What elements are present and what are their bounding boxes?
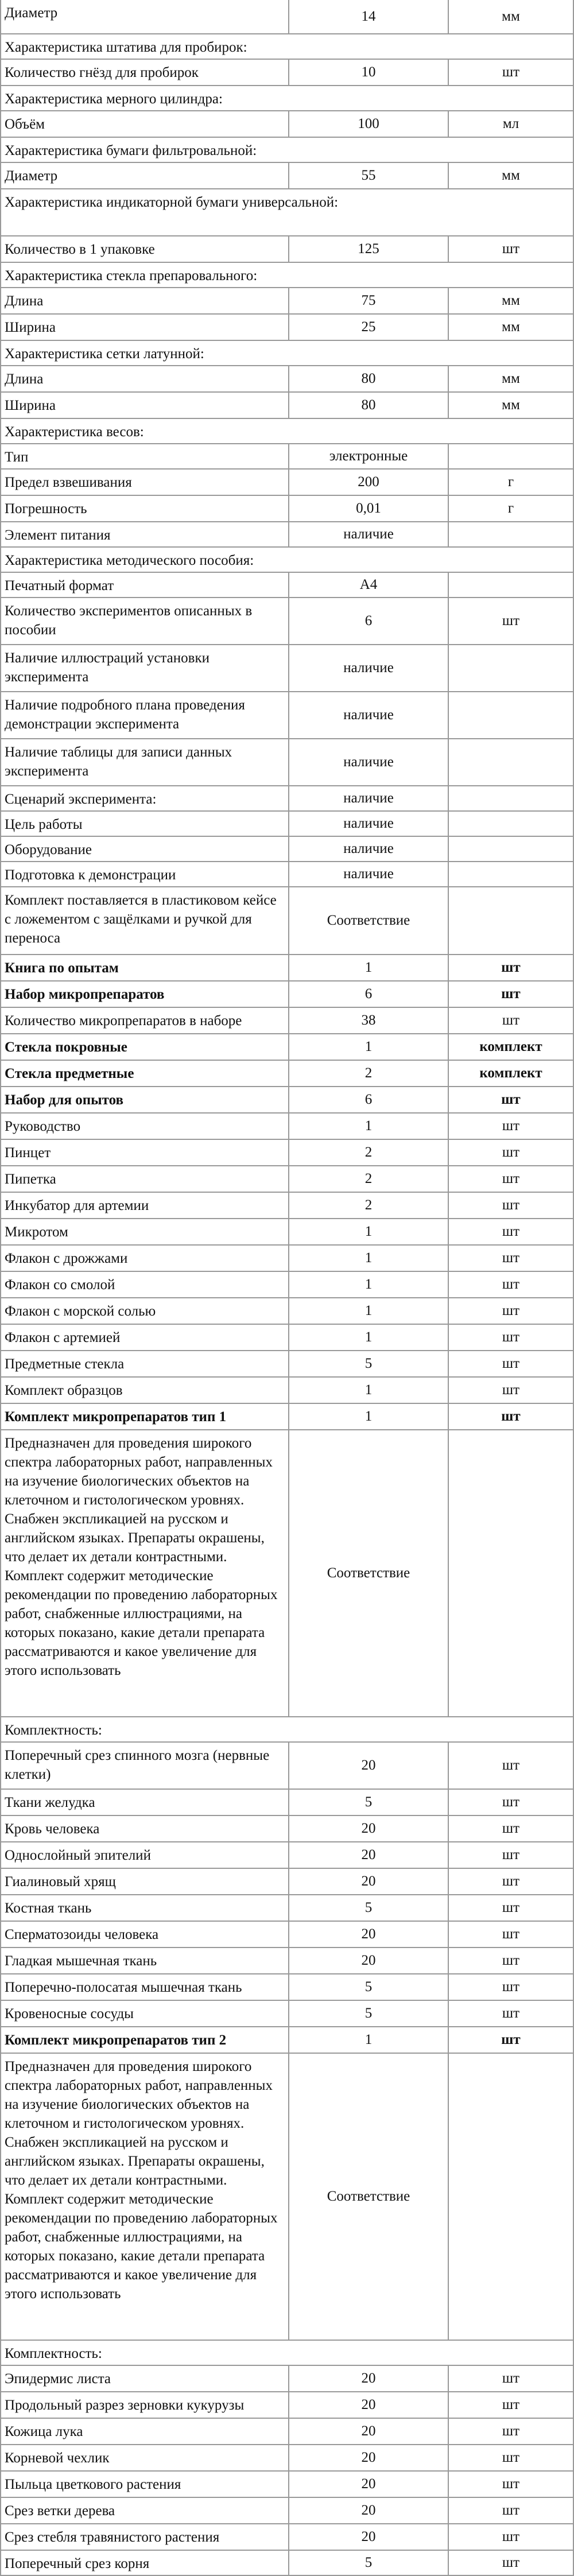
- unit: [449, 786, 574, 810]
- unit: мл: [449, 111, 574, 137]
- unit: [449, 812, 574, 836]
- unit: шт: [449, 1895, 574, 1921]
- characteristic-name: Длина: [1, 366, 289, 391]
- characteristic-name: Ширина: [1, 393, 289, 418]
- table-row: [1, 1895, 574, 1922]
- unit: мм: [449, 0, 574, 33]
- table-row: [1, 111, 574, 138]
- table-row: [1, 2551, 574, 2576]
- table-row: [1, 739, 574, 786]
- section-header-row: [1, 2341, 574, 2366]
- characteristic-value: 1: [289, 1246, 449, 1271]
- table-row: [1, 1061, 574, 1087]
- unit: шт: [449, 1869, 574, 1894]
- characteristic-name: Книга по опытам: [1, 955, 289, 980]
- characteristic-value: 20: [289, 1743, 449, 1789]
- unit: [449, 522, 574, 546]
- table-row: [1, 2054, 574, 2341]
- characteristic-name: Длина: [1, 288, 289, 313]
- characteristic-value: 20: [289, 2498, 449, 2523]
- unit: шт: [449, 60, 574, 85]
- table-row: [1, 2366, 574, 2392]
- characteristic-name: Пыльца цветкового растения: [1, 2472, 289, 2497]
- characteristic-value: 10: [289, 60, 449, 85]
- characteristic-value: Соответствие: [289, 887, 449, 954]
- table-row: [1, 1869, 574, 1895]
- characteristic-name: Количество в 1 упаковке: [1, 236, 289, 262]
- table-row: [1, 1922, 574, 1948]
- characteristic-name: Сценарий эксперимента:: [1, 786, 289, 810]
- characteristic-name: Эпидермис листа: [1, 2366, 289, 2391]
- table-row: [1, 1948, 574, 1974]
- characteristic-name: Набор для опытов: [1, 1087, 289, 1112]
- characteristic-value: 5: [289, 1895, 449, 1921]
- characteristic-name: Количество микропрепаратов в наборе: [1, 1008, 289, 1033]
- characteristic-value: 2: [289, 1193, 449, 1218]
- unit: [449, 2054, 574, 2340]
- characteristic-value: наличие: [289, 837, 449, 861]
- unit: [449, 739, 574, 785]
- table-row: [1, 692, 574, 739]
- table-row: [1, 2419, 574, 2445]
- characteristic-name: Наличие подробного плана проведения демонстрации эксперимента: [1, 692, 289, 738]
- characteristic-value: наличие: [289, 862, 449, 886]
- table-row: [1, 2524, 574, 2551]
- unit: [449, 1430, 574, 1716]
- table-row: [1, 1816, 574, 1842]
- characteristic-value: А4: [289, 573, 449, 597]
- table-row: [1, 496, 574, 522]
- table-row: [1, 645, 574, 692]
- characteristic-name: Пинцет: [1, 1140, 289, 1165]
- characteristic-name: Однослойный эпителий: [1, 1842, 289, 1868]
- characteristic-value: 6: [289, 981, 449, 1007]
- characteristic-name: Флакон с морской солью: [1, 1298, 289, 1324]
- table-row: [1, 1034, 574, 1061]
- table-row: [1, 1008, 574, 1034]
- characteristic-value: 5: [289, 2551, 449, 2575]
- characteristic-name: Сперматозоиды человека: [1, 1922, 289, 1947]
- characteristic-value: 6: [289, 598, 449, 644]
- table-row: [1, 1974, 574, 2001]
- characteristic-value: электронные: [289, 444, 449, 468]
- unit: шт: [449, 1351, 574, 1376]
- unit: шт: [449, 2551, 574, 2575]
- characteristic-value: 5: [289, 1351, 449, 1376]
- unit: шт: [449, 2498, 574, 2523]
- table-row: [1, 1114, 574, 1140]
- section-header: Характеристика сетки латунной:: [1, 341, 574, 365]
- table-row: [1, 1743, 574, 1790]
- characteristic-value: 125: [289, 236, 449, 262]
- characteristic-name: Комплект микропрепаратов тип 2: [1, 2027, 289, 2053]
- characteristic-name: Тип: [1, 444, 289, 468]
- characteristic-value: 20: [289, 1948, 449, 1973]
- unit: шт: [449, 955, 574, 980]
- section-header-row: [1, 548, 574, 573]
- unit: шт: [449, 2419, 574, 2444]
- unit: шт: [449, 1816, 574, 1841]
- characteristic-value: 2: [289, 1140, 449, 1165]
- characteristic-value: 1: [289, 1034, 449, 1060]
- section-header-row: [1, 34, 574, 60]
- unit: мм: [449, 315, 574, 340]
- table-row: [1, 1298, 574, 1325]
- table-row: [1, 598, 574, 645]
- section-header: Характеристика бумаги фильтровальной:: [1, 138, 574, 162]
- table-row: [1, 366, 574, 393]
- characteristic-name: Корневой чехлик: [1, 2445, 289, 2470]
- characteristic-name: Элемент питания: [1, 522, 289, 546]
- section-header-row: [1, 86, 574, 111]
- section-header: Комплектность:: [1, 1717, 574, 1741]
- unit: г: [449, 496, 574, 521]
- table-row: [1, 981, 574, 1008]
- unit: шт: [449, 1842, 574, 1868]
- table-row: [1, 955, 574, 981]
- characteristic-name: Диаметр: [1, 0, 289, 33]
- characteristic-name: Оборудование: [1, 837, 289, 861]
- characteristic-name: Ширина: [1, 315, 289, 340]
- characteristic-value: 1: [289, 955, 449, 980]
- table-row: [1, 2027, 574, 2054]
- section-header: Характеристика мерного цилиндра:: [1, 86, 574, 110]
- characteristic-value: 5: [289, 2001, 449, 2026]
- unit: г: [449, 470, 574, 495]
- unit: шт: [449, 1166, 574, 1192]
- characteristic-value: 100: [289, 111, 449, 137]
- section-header-row: [1, 263, 574, 288]
- table-row: [1, 1404, 574, 1430]
- section-header: Характеристика весов:: [1, 419, 574, 443]
- unit: шт: [449, 981, 574, 1007]
- characteristic-value: 20: [289, 1842, 449, 1868]
- characteristic-name: Набор микропрепаратов: [1, 981, 289, 1007]
- characteristic-name: Пипетка: [1, 1166, 289, 1192]
- section-header-row: [1, 341, 574, 366]
- table-row: [1, 315, 574, 341]
- characteristic-value: 20: [289, 2524, 449, 2550]
- table-row: [1, 786, 574, 812]
- characteristic-name: Комплект образцов: [1, 1378, 289, 1403]
- characteristic-name: Стекла предметные: [1, 1061, 289, 1086]
- characteristic-name: Костная ткань: [1, 1895, 289, 1921]
- unit: шт: [449, 1087, 574, 1112]
- characteristic-name: Флакон с дрожжами: [1, 1246, 289, 1271]
- characteristic-value: 1: [289, 1298, 449, 1324]
- unit: [449, 862, 574, 886]
- table-row: [1, 887, 574, 955]
- characteristic-name: Кровь человека: [1, 1816, 289, 1841]
- characteristic-value: 1: [289, 2027, 449, 2053]
- unit: [449, 837, 574, 861]
- characteristic-value: 75: [289, 288, 449, 313]
- section-header: Характеристика стекла препаровального:: [1, 263, 574, 287]
- characteristic-value: 1: [289, 1114, 449, 1139]
- characteristic-value: 25: [289, 315, 449, 340]
- characteristic-name: Наличие иллюстраций установки эксперимента: [1, 645, 289, 691]
- unit: шт: [449, 2392, 574, 2418]
- characteristic-name: Количество гнёзд для пробирок: [1, 60, 289, 85]
- characteristic-value: наличие: [289, 812, 449, 836]
- unit: шт: [449, 2472, 574, 2497]
- table-row: [1, 812, 574, 837]
- characteristic-value: 20: [289, 2472, 449, 2497]
- characteristic-name: Подготовка к демонстрации: [1, 862, 289, 886]
- characteristic-value: Соответствие: [289, 1430, 449, 1716]
- table-row: [1, 2445, 574, 2472]
- table-row: [1, 2498, 574, 2524]
- characteristic-value: 20: [289, 1816, 449, 1841]
- characteristic-name: Гиалиновый хрящ: [1, 1869, 289, 1894]
- table-row: [1, 1166, 574, 1193]
- characteristic-value: 5: [289, 1974, 449, 2000]
- characteristic-value: 55: [289, 163, 449, 188]
- table-row: [1, 1842, 574, 1869]
- unit: шт: [449, 2366, 574, 2391]
- characteristic-value: 1: [289, 1378, 449, 1403]
- characteristic-name: Предназначен для проведения широкого спектра лабораторных работ, направленных на изучение биологических объектов на клеточном и гистологическом уровнях. Снабжен экспликацией на русском и английском языках. Препараты окрашены, что делает их детали контрастными. Комплект содержит методические рекомендации по проведению лабораторных работ, снабженные иллюстрациями, на которых показано, какие детали препарата рассматриваются и какое увеличение для этого использовать: [1, 1430, 289, 1716]
- unit: шт: [449, 2027, 574, 2053]
- characteristic-value: Соответствие: [289, 2054, 449, 2340]
- characteristic-name: Срез стебля травянистого растения: [1, 2524, 289, 2550]
- characteristic-value: 0,01: [289, 496, 449, 521]
- characteristic-name: Погрешность: [1, 496, 289, 521]
- table-row: [1, 1219, 574, 1246]
- table-row: [1, 236, 574, 263]
- table-row: [1, 2001, 574, 2027]
- table-row: [1, 1430, 574, 1717]
- table-row: [1, 163, 574, 189]
- characteristic-value: 1: [289, 1404, 449, 1429]
- unit: шт: [449, 1974, 574, 2000]
- characteristic-value: 6: [289, 1087, 449, 1112]
- characteristic-name: Микротом: [1, 1219, 289, 1244]
- section-header-row: [1, 138, 574, 163]
- table-row: [1, 1140, 574, 1166]
- table-row: [1, 1378, 574, 1404]
- characteristic-name: Кровеносные сосуды: [1, 2001, 289, 2026]
- table-row: [1, 444, 574, 470]
- unit: шт: [449, 1219, 574, 1244]
- unit: шт: [449, 1922, 574, 1947]
- unit: шт: [449, 1140, 574, 1165]
- characteristic-name: Поперечный срез спинного мозга (нервные клетки): [1, 1743, 289, 1789]
- section-header: Комплектность:: [1, 2341, 574, 2365]
- table-row: [1, 2472, 574, 2498]
- characteristic-name: Предназначен для проведения широкого спектра лабораторных работ, направленных на изучение биологических объектов на клеточном и гистологическом уровнях. Снабжен экспликацией на русском и английском языках. Препараты окрашены, что делает их детали контрастными. Комплект содержит методические рекомендации по проведению лабораторных работ, снабженные иллюстрациями, на которых показано, какие детали препарата рассматриваются и какое увеличение для этого использовать: [1, 2054, 289, 2340]
- unit: шт: [449, 598, 574, 644]
- unit: шт: [449, 1193, 574, 1218]
- unit: шт: [449, 1948, 574, 1973]
- characteristic-value: 20: [289, 2392, 449, 2418]
- characteristic-name: Предметные стекла: [1, 1351, 289, 1376]
- table-row: [1, 862, 574, 887]
- characteristic-name: Гладкая мышечная ткань: [1, 1948, 289, 1973]
- table-row: [1, 60, 574, 86]
- table-row: [1, 1193, 574, 1219]
- section-header: Характеристика штатива для пробирок:: [1, 34, 574, 59]
- unit: шт: [449, 2001, 574, 2026]
- table-row: [1, 1087, 574, 1114]
- unit: шт: [449, 1008, 574, 1033]
- unit: [449, 573, 574, 597]
- characteristic-value: 5: [289, 1790, 449, 1815]
- section-header-row: [1, 189, 574, 236]
- unit: комплект: [449, 1034, 574, 1060]
- characteristic-name: Поперечно-полосатая мышечная ткань: [1, 1974, 289, 2000]
- unit: мм: [449, 393, 574, 418]
- characteristic-name: Объём: [1, 111, 289, 137]
- table-row: [1, 2392, 574, 2419]
- characteristic-name: Продольный разрез зерновки кукурузы: [1, 2392, 289, 2418]
- unit: шт: [449, 1325, 574, 1350]
- unit: шт: [449, 1404, 574, 1429]
- characteristic-name: Предел взвешивания: [1, 470, 289, 495]
- table-row: [1, 1325, 574, 1351]
- characteristic-value: 20: [289, 2366, 449, 2391]
- unit: [449, 645, 574, 691]
- characteristic-value: наличие: [289, 786, 449, 810]
- characteristic-value: 80: [289, 366, 449, 391]
- characteristic-value: наличие: [289, 522, 449, 546]
- characteristic-value: 200: [289, 470, 449, 495]
- section-header-row: [1, 419, 574, 444]
- unit: шт: [449, 1790, 574, 1815]
- unit: мм: [449, 366, 574, 391]
- table-row: [1, 1790, 574, 1816]
- unit: шт: [449, 2445, 574, 2470]
- table-row: [1, 837, 574, 862]
- table-row: [1, 1272, 574, 1298]
- unit: [449, 692, 574, 738]
- characteristic-name: Флакон со смолой: [1, 1272, 289, 1297]
- section-header: Характеристика методического пособия:: [1, 548, 574, 572]
- table-row: [1, 0, 574, 34]
- characteristic-name: Наличие таблицы для записи данных эксперимента: [1, 739, 289, 785]
- unit: комплект: [449, 1061, 574, 1086]
- characteristic-value: 20: [289, 2419, 449, 2444]
- unit: шт: [449, 2524, 574, 2550]
- characteristic-name: Количество экспериментов описанных в пособии: [1, 598, 289, 644]
- unit: шт: [449, 1378, 574, 1403]
- characteristic-name: Комплект микропрепаратов тип 1: [1, 1404, 289, 1429]
- table-row: [1, 522, 574, 548]
- table-row: [1, 470, 574, 496]
- unit: шт: [449, 1743, 574, 1789]
- characteristic-value: 2: [289, 1166, 449, 1192]
- characteristic-name: Диаметр: [1, 163, 289, 188]
- table-row: [1, 573, 574, 598]
- characteristic-name: Руководство: [1, 1114, 289, 1139]
- characteristic-name: Инкубатор для артемии: [1, 1193, 289, 1218]
- table-row: [1, 1351, 574, 1378]
- characteristic-name: Комплект поставляется в пластиковом кейсе с ложементом с защёлками и ручкой для переноса: [1, 887, 289, 954]
- characteristic-name: Поперечный срез корня: [1, 2551, 289, 2575]
- section-header-row: [1, 1717, 574, 1743]
- unit: [449, 887, 574, 954]
- characteristic-name: Кожица лука: [1, 2419, 289, 2444]
- characteristic-value: 1: [289, 1272, 449, 1297]
- characteristic-name: Срез ветки дерева: [1, 2498, 289, 2523]
- characteristic-value: наличие: [289, 739, 449, 785]
- characteristic-value: 20: [289, 1869, 449, 1894]
- characteristic-value: 2: [289, 1061, 449, 1086]
- unit: шт: [449, 1246, 574, 1271]
- characteristic-value: 38: [289, 1008, 449, 1033]
- characteristic-name: Ткани желудка: [1, 1790, 289, 1815]
- unit: шт: [449, 1114, 574, 1139]
- section-header: Характеристика индикаторной бумаги универсальной:: [1, 189, 574, 235]
- characteristic-value: 20: [289, 1922, 449, 1947]
- unit: шт: [449, 236, 574, 262]
- unit: мм: [449, 288, 574, 313]
- unit: шт: [449, 1298, 574, 1324]
- characteristic-value: наличие: [289, 645, 449, 691]
- unit: шт: [449, 1272, 574, 1297]
- characteristic-name: Цель работы: [1, 812, 289, 836]
- table-row: [1, 288, 574, 315]
- characteristic-value: 1: [289, 1219, 449, 1244]
- table-row: [1, 393, 574, 419]
- characteristic-value: 20: [289, 2445, 449, 2470]
- characteristic-value: 1: [289, 1325, 449, 1350]
- table-row: [1, 1246, 574, 1272]
- characteristic-value: 80: [289, 393, 449, 418]
- characteristic-name: Печатный формат: [1, 573, 289, 597]
- characteristic-name: Стекла покровные: [1, 1034, 289, 1060]
- characteristic-value: наличие: [289, 692, 449, 738]
- unit: мм: [449, 163, 574, 188]
- characteristic-name: Флакон с артемией: [1, 1325, 289, 1350]
- unit: [449, 444, 574, 468]
- characteristic-value: 14: [289, 0, 449, 33]
